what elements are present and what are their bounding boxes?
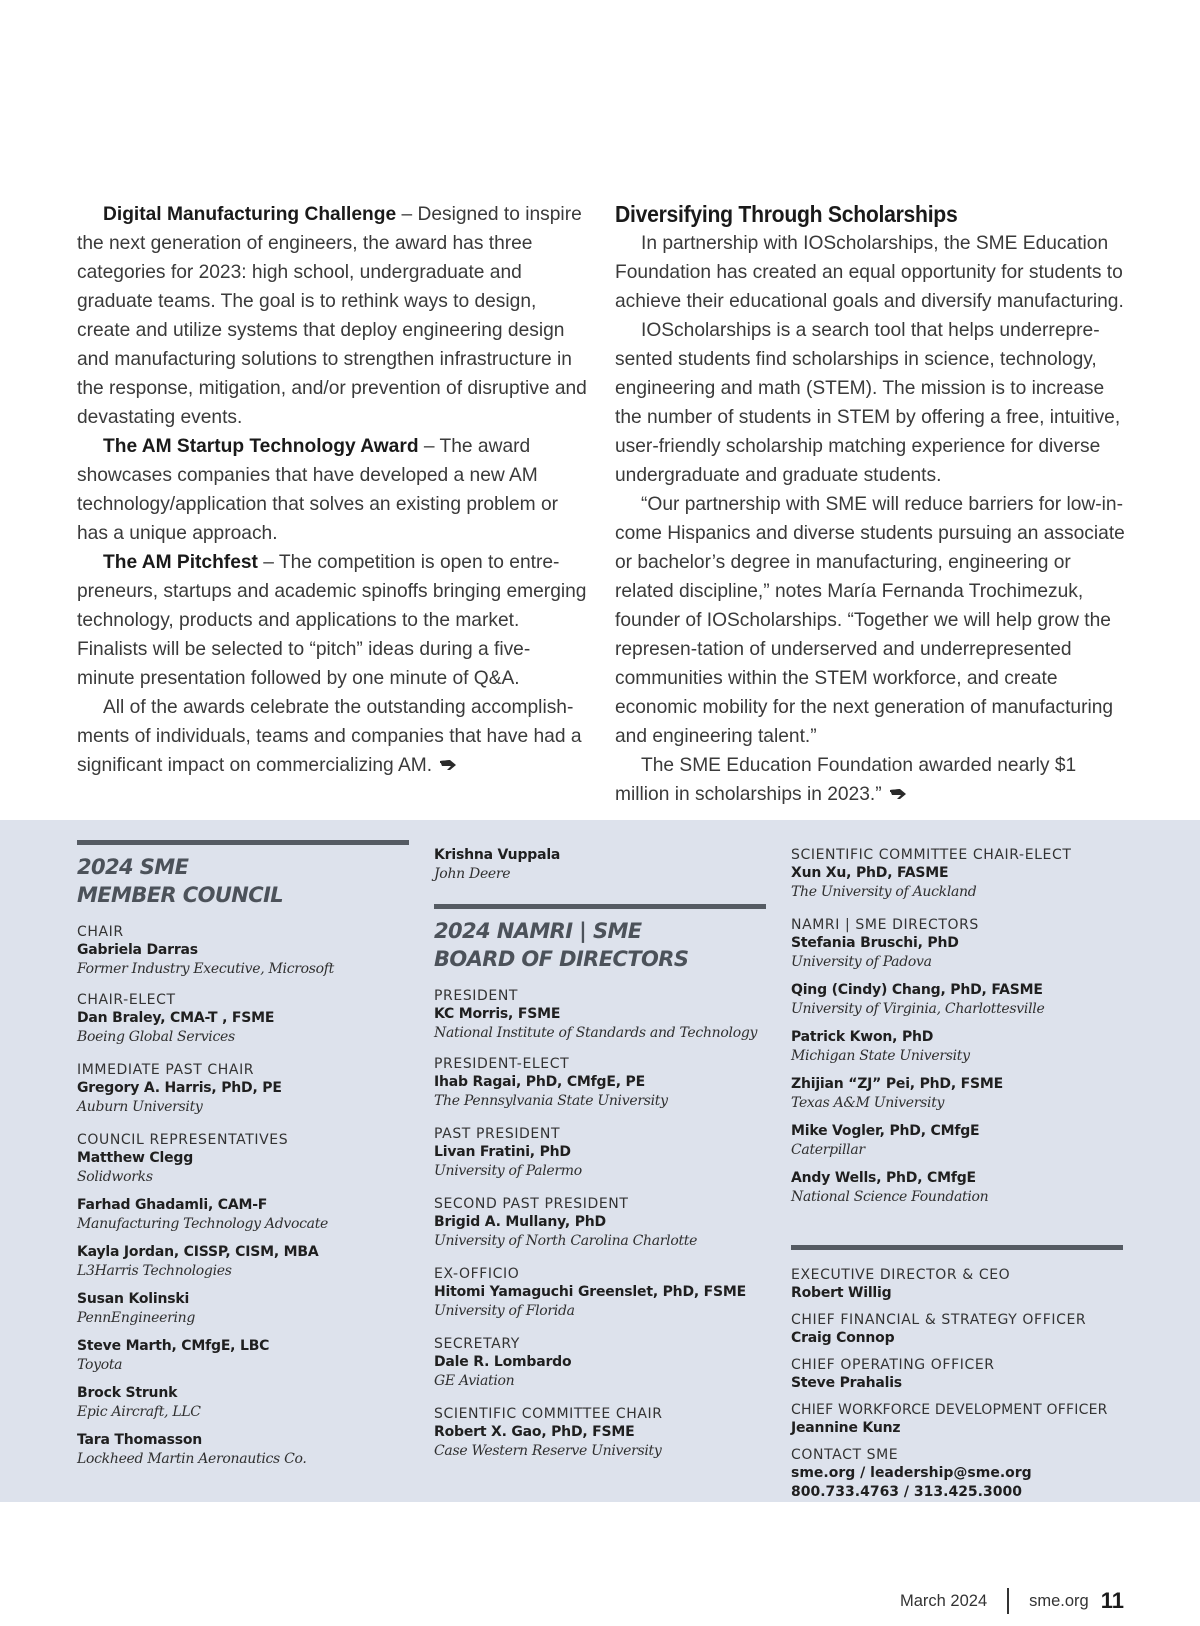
member-council-heading (77, 853, 412, 909)
person-name: Dan Braley, CMA-T , FSME (77, 1010, 275, 1026)
list-item (791, 1122, 1126, 1160)
section-heading: Diversifying Through Scholarships (615, 201, 958, 227)
list-item (77, 1149, 412, 1187)
paragraph-pitchfest (77, 548, 587, 693)
list-item (791, 981, 1126, 1019)
article-column-left (77, 200, 587, 780)
person-name: Stefania Bruschi, PhD (791, 935, 959, 951)
board-group (434, 1055, 769, 1111)
person-affiliation: John Deere (434, 866, 511, 882)
footer-divider (1007, 1588, 1009, 1614)
list-item (77, 1243, 412, 1281)
person-name: Dale R. Lombardo (434, 1354, 572, 1370)
person-affiliation: The Pennsylvania State University (434, 1093, 668, 1109)
person-affiliation: Michigan State University (791, 1048, 970, 1064)
article-column-right (615, 200, 1125, 809)
officer-group (791, 1401, 1126, 1438)
list-item (791, 1028, 1126, 1066)
person-name: Qing (Cindy) Chang, PhD, FASME (791, 982, 1043, 998)
person-affiliation: Former Industry Executive, Microsoft (77, 961, 335, 977)
body-pitchfest: – The competition is open to entre-preneurs, startups and academic spinoffs bringing emerging technology, products and applications to the market. Finalists will be selected to “pitch” ideas during a five-minute presentation followed by one minute of Q&A. (77, 552, 587, 689)
person-name: Gabriela Darras (77, 942, 198, 958)
person-affiliation: PennEngineering (77, 1310, 196, 1326)
person-affiliation: Auburn University (77, 1099, 203, 1115)
paragraph-partnership: In partnership with IOScholarships, the SME Education Foundation has created an equal opportunity for students to achieve their educational goals and diversify manufacturing. (615, 233, 1124, 312)
page-number: 11 (1100, 1588, 1124, 1613)
person-affiliation: Manufacturing Technology Advocate (77, 1216, 329, 1232)
person-name: Steve Prahalis (791, 1375, 902, 1391)
heading-line-2: MEMBER COUNCIL (77, 883, 284, 907)
paragraph-awarded (615, 751, 1125, 809)
paragraph-am-startup (77, 432, 587, 548)
sc-chair-elect-group (791, 846, 1126, 902)
officer-group (791, 1266, 1126, 1303)
person-affiliation: Solidworks (77, 1169, 153, 1185)
contact-phone: 800.733.4763 / 313.425.3000 (791, 1484, 1022, 1500)
paragraph-dmc (77, 200, 587, 432)
person-affiliation: Epic Aircraft, LLC (77, 1404, 201, 1420)
list-item (434, 846, 769, 884)
person-name: Zhijian “ZJ” Pei, PhD, FSME (791, 1076, 1003, 1092)
directors-column (791, 846, 1126, 1502)
section-rule (77, 840, 409, 845)
person-name: KC Morris, FSME (434, 1006, 561, 1022)
lead-dmc: Digital Manufacturing Challenge (103, 204, 397, 225)
list-item (77, 1431, 412, 1469)
person-name: Gregory A. Harris, PhD, PE (77, 1080, 282, 1096)
body-awarded: The SME Education Foundation awarded nearly $1 million in scholarships in 2023.” (615, 755, 1077, 805)
board-column (434, 846, 769, 1461)
body-awards-summary: All of the awards celebrate the outstanding accomplish-ments of individuals, teams and companies that have had a significant impact on commercializing AM. (77, 697, 582, 776)
paragraph-quote: “Our partnership with SME will reduce barriers for low-in-come Hispanics and diverse students pursuing an associate or bachelor’s degree in manufacturing, engineering or related discipline,” notes María Fernanda Trochimezuk, founder of IOScholarships. “Together we will help grow the represen-tation of underserved and underrepresented communities within the STEM workforce, and create economic mobility for the next generation of manufacturing and engineering talent.” (615, 494, 1125, 747)
person-affiliation: University of North Carolina Charlotte (434, 1233, 698, 1249)
end-mark-icon (888, 788, 908, 800)
role-label: CHAIR (77, 924, 124, 940)
person-affiliation: National Institute of Standards and Technology (434, 1025, 758, 1041)
paragraph-awards-summary (77, 693, 587, 780)
person-name: Brock Strunk (77, 1385, 178, 1401)
role-label: COUNCIL REPRESENTATIVES (77, 1132, 289, 1148)
person-name: Farhad Ghadamli, CAM-F (77, 1197, 268, 1213)
person-name: Robert Willig (791, 1285, 892, 1301)
person-name: Tara Thomasson (77, 1432, 203, 1448)
paragraph-ioscholarships: IOScholarships is a search tool that helps underrepre-sented students find scholarships in science, technology, engineering and math (STEM). The mission is to increase the number of students in STEM by offering a free, intuitive, user-friendly scholarship matching experience for diverse undergraduate and graduate students. (615, 320, 1121, 486)
board-group (434, 987, 769, 1043)
role-label: SECRETARY (434, 1336, 520, 1352)
lead-pitchfest: The AM Pitchfest (103, 552, 258, 573)
council-reps-group (77, 1131, 412, 1469)
list-item (77, 1196, 412, 1234)
role-label: NAMRI | SME DIRECTORS (791, 917, 979, 933)
person-affiliation: National Science Foundation (791, 1189, 989, 1205)
board-group (434, 1195, 769, 1251)
person-name: Mike Vogler, PhD, CMfgE (791, 1123, 980, 1139)
board-group (434, 1125, 769, 1181)
role-label: CONTACT SME (791, 1447, 899, 1463)
role-label: EXECUTIVE DIRECTOR & CEO (791, 1267, 1011, 1283)
contact-web-link[interactable]: sme.org / leadership@sme.org (791, 1465, 1032, 1481)
role-label: SCIENTIFIC COMMITTEE CHAIR-ELECT (791, 847, 1072, 863)
role-label: CHIEF FINANCIAL & STRATEGY OFFICER (791, 1312, 1087, 1328)
board-group (434, 1265, 769, 1321)
person-name: Craig Connop (791, 1330, 895, 1346)
heading-line-1: 2024 SME (77, 855, 189, 879)
person-name: Robert X. Gao, PhD, FSME (434, 1424, 635, 1440)
section-rule (791, 1245, 1123, 1250)
person-name: Hitomi Yamaguchi Greenslet, PhD, FSME (434, 1284, 746, 1300)
person-affiliation: Lockheed Martin Aeronautics Co. (77, 1451, 307, 1467)
directors-group (791, 916, 1126, 1207)
person-name: Jeannine Kunz (791, 1420, 901, 1436)
chair-group (77, 923, 412, 979)
person-name: Brigid A. Mullany, PhD (434, 1214, 606, 1230)
person-name: Patrick Kwon, PhD (791, 1029, 934, 1045)
end-mark-icon (438, 759, 458, 771)
role-label: PRESIDENT-ELECT (434, 1056, 570, 1072)
list-item (791, 934, 1126, 972)
lead-am-startup: The AM Startup Technology Award (103, 436, 419, 457)
past-chair-group (77, 1061, 412, 1117)
person-name: Krishna Vuppala (434, 847, 561, 863)
leadership-panel (0, 820, 1200, 1502)
officer-group (791, 1356, 1126, 1393)
person-affiliation: Boeing Global Services (77, 1029, 235, 1045)
officer-group (791, 1311, 1126, 1348)
role-label: SECOND PAST PRESIDENT (434, 1196, 629, 1212)
member-council-column (77, 840, 412, 1469)
person-name: Kayla Jordan, CISSP, CISM, MBA (77, 1244, 319, 1260)
role-label: PAST PRESIDENT (434, 1126, 561, 1142)
person-affiliation: University of Virginia, Charlottesville (791, 1001, 1045, 1017)
person-name: Xun Xu, PhD, FASME (791, 865, 949, 881)
person-affiliation: L3Harris Technologies (77, 1263, 232, 1279)
role-label: SCIENTIFIC COMMITTEE CHAIR (434, 1406, 663, 1422)
person-affiliation: Toyota (77, 1357, 123, 1373)
person-name: Matthew Clegg (77, 1150, 194, 1166)
person-affiliation: University of Florida (434, 1303, 575, 1319)
role-label: CHAIR-ELECT (77, 992, 176, 1008)
chair-elect-group (77, 991, 412, 1047)
person-affiliation: Caterpillar (791, 1142, 865, 1158)
body-am-startup: – The award showcases companies that have developed a new AM technology/application that solves an existing problem or has a unique approach. (77, 436, 559, 544)
list-item (791, 1169, 1126, 1207)
footer-date: March 2024 (899, 1591, 988, 1610)
role-label: EX-OFFICIO (434, 1266, 520, 1282)
list-item (791, 1075, 1126, 1113)
role-label: CHIEF OPERATING OFFICER (791, 1357, 995, 1373)
person-affiliation: Case Western Reserve University (434, 1443, 662, 1459)
person-name: Andy Wells, PhD, CMfgE (791, 1170, 976, 1186)
person-name: Livan Fratini, PhD (434, 1144, 571, 1160)
heading-line-1: 2024 NAMRI | SME (434, 919, 642, 943)
list-item (77, 1290, 412, 1328)
board-group (434, 1405, 769, 1461)
section-rule (434, 904, 766, 909)
footer-site-link[interactable]: sme.org (1029, 1591, 1089, 1610)
body-dmc: – Designed to inspire the next generation of engineers, the award has three categories for 2023: high school, undergraduate and graduate teams. The goal is to rethink ways to design, create and utilize systems that deploy engineering design and manufacturing solutions to strengthen infrastructure in the response, mitigation, and/or prevention of disruptive and devastating events. (77, 204, 587, 428)
person-affiliation: Texas A&M University (791, 1095, 945, 1111)
board-heading (434, 917, 769, 973)
page-footer (900, 1586, 1124, 1616)
role-label: PRESIDENT (434, 988, 519, 1004)
person-affiliation: The University of Auckland (791, 884, 977, 900)
role-label: CHIEF WORKFORCE DEVELOPMENT OFFICER (791, 1402, 1108, 1418)
person-name: Susan Kolinski (77, 1291, 190, 1307)
board-group (434, 1335, 769, 1391)
person-name: Ihab Ragai, PhD, CMfgE, PE (434, 1074, 645, 1090)
heading-line-2: BOARD OF DIRECTORS (434, 947, 689, 971)
role-label: IMMEDIATE PAST CHAIR (77, 1062, 255, 1078)
person-affiliation: University of Palermo (434, 1163, 582, 1179)
contact-group (791, 1446, 1126, 1502)
list-item (77, 1384, 412, 1422)
person-name: Steve Marth, CMfgE, LBC (77, 1338, 270, 1354)
list-item (77, 1337, 412, 1375)
person-affiliation: University of Padova (791, 954, 932, 970)
person-affiliation: GE Aviation (434, 1373, 515, 1389)
